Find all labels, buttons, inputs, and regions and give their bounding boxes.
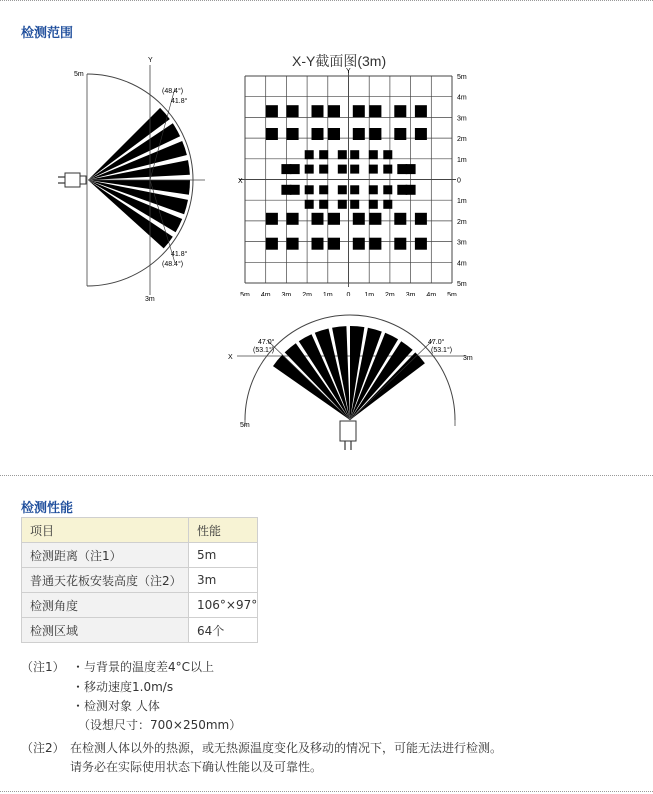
row-value: 64个	[189, 618, 258, 643]
note1-item: ・与背景的温度差4°C以上	[72, 660, 215, 674]
detection-cell	[415, 238, 427, 250]
xy-right-tick-label: 4m	[457, 94, 467, 102]
detection-cell	[266, 213, 278, 225]
row-value: 5m	[189, 543, 258, 568]
front-fan-beams	[267, 326, 433, 420]
middle-divider	[0, 475, 653, 476]
section-title-detection-range: 检测范围	[21, 26, 74, 41]
detection-cell	[415, 128, 427, 140]
side-3m-label: 3m	[145, 296, 155, 303]
row-label: 检测角度	[22, 593, 189, 618]
xy-right-tick-label: 5m	[457, 281, 467, 288]
detection-cell	[406, 185, 416, 195]
detection-cell	[319, 150, 328, 159]
detection-cell	[369, 128, 381, 140]
section-title-detection-performance: 检测性能	[21, 501, 74, 516]
detection-cell	[338, 200, 347, 209]
side-top-angle: 41.8°	[171, 98, 188, 105]
side-view-diagram	[50, 55, 220, 310]
xy-y-label: Y	[346, 68, 351, 75]
note2-line: 在检测人体以外的热源，或无热源温度变化及移动的情况下，可能无法进行检测。	[70, 741, 503, 755]
detection-cell	[394, 128, 406, 140]
note2-label: （注2）	[21, 741, 65, 755]
note1-label: （注1）	[21, 660, 65, 674]
detection-cell	[319, 185, 328, 194]
front-3m-label: 3m	[463, 355, 473, 362]
detection-cell	[369, 165, 378, 174]
front-view-diagram	[225, 310, 475, 460]
detection-cell	[287, 105, 299, 117]
xy-right-tick-label: 1m	[457, 156, 467, 164]
row-label: 检测距离（注1）	[22, 543, 189, 568]
detection-cell	[415, 213, 427, 225]
xy-right-tick-label: 2m	[457, 136, 467, 144]
row-value: 106°×97°	[189, 593, 258, 618]
detection-cell	[328, 213, 340, 225]
top-divider	[0, 0, 653, 1]
detection-cell	[266, 128, 278, 140]
detection-cell	[287, 213, 299, 225]
row-value: 3m	[189, 568, 258, 593]
detection-cell	[383, 150, 392, 159]
detection-cell	[287, 238, 299, 250]
xy-bottom-tick-label: 3m	[281, 292, 292, 296]
header-item: 项目	[22, 518, 189, 543]
xy-bottom-tick-label: 1m	[364, 292, 375, 296]
xy-bottom-tick-label: 3m	[405, 292, 416, 296]
detection-cell	[383, 165, 392, 174]
xy-diagram-title: X-Y截面图(3m)	[292, 53, 387, 69]
xy-grid-lines	[239, 70, 456, 287]
table-row	[22, 618, 258, 643]
xy-right-tick-label: 4m	[457, 260, 467, 268]
detection-cell	[312, 128, 324, 140]
detection-cell	[287, 128, 299, 140]
detection-cell	[319, 200, 328, 209]
spec-table	[21, 517, 258, 643]
side-y-label: Y	[148, 57, 153, 64]
spec-table-header	[22, 518, 258, 543]
detection-cell	[350, 185, 359, 194]
detection-cell	[353, 213, 365, 225]
sensor-front-icon	[340, 421, 356, 450]
detection-cell	[319, 165, 328, 174]
detection-cell	[350, 150, 359, 159]
note1-item: （设想尺寸：700×250mm）	[78, 718, 242, 732]
detection-cell	[406, 164, 416, 174]
detection-cell	[353, 128, 365, 140]
front-right-angle-paren: (53.1°)	[431, 347, 453, 354]
detection-cell	[369, 185, 378, 194]
side-bottom-angle-paren: (48.4°)	[162, 261, 184, 268]
detection-cell	[353, 105, 365, 117]
side-top-angle-paren: (48.4°)	[162, 88, 184, 95]
table-row	[22, 568, 258, 593]
table-row	[22, 593, 258, 618]
detection-cell	[266, 105, 278, 117]
detection-cell	[290, 185, 300, 195]
detection-cell	[369, 238, 381, 250]
front-left-angle-paren: (53.1°)	[253, 347, 275, 354]
xy-bottom-tick-label: 2m	[385, 292, 395, 296]
detection-cell	[305, 200, 314, 209]
xy-right-tick-label: 2m	[457, 218, 467, 226]
front-right-angle: 47.0°	[428, 339, 445, 346]
front-left-angle: 47.0°	[258, 339, 275, 346]
note2-line: 请务必在实际使用状态下确认性能以及可靠性。	[70, 760, 323, 774]
table-row	[22, 543, 258, 568]
xy-section-diagram	[235, 64, 470, 296]
front-5m-label: 5m	[240, 422, 250, 429]
xy-right-tick-label: 3m	[457, 239, 467, 247]
xy-right-tick-label: 1m	[457, 198, 467, 206]
side-5m-label: 5m	[74, 71, 84, 78]
xy-right-tick-label: 5m	[457, 74, 467, 81]
detection-cell	[312, 238, 324, 250]
xy-bottom-tick-label: 5m	[240, 292, 250, 296]
detection-cell	[328, 128, 340, 140]
side-fan-beams	[88, 108, 190, 249]
detection-cell	[338, 150, 347, 159]
detection-cell	[383, 185, 392, 194]
detection-cell	[305, 165, 314, 174]
detection-cell	[266, 238, 278, 250]
detection-cell	[338, 185, 347, 194]
xy-bottom-tick-label: 4m	[426, 292, 437, 296]
detection-cell	[415, 105, 427, 117]
bottom-divider	[0, 791, 653, 792]
row-label: 检测区域	[22, 618, 189, 643]
front-x-label: X	[228, 354, 233, 361]
header-performance: 性能	[189, 518, 258, 543]
detection-cell	[350, 200, 359, 209]
side-bottom-angle: 41.8°	[171, 251, 188, 258]
detection-cell	[350, 165, 359, 174]
detection-cell	[328, 105, 340, 117]
xy-right-tick-label: 3m	[457, 115, 467, 123]
row-label: 普通天花板安装高度（注2）	[22, 568, 189, 593]
xy-bottom-tick-label: 5m	[447, 292, 457, 296]
xy-bottom-tick-label: 2m	[302, 292, 312, 296]
detection-cell	[394, 213, 406, 225]
detection-cell	[383, 200, 392, 209]
detection-cell	[394, 238, 406, 250]
xy-right-tick-label: 0	[457, 177, 461, 185]
note1-item: ・移动速度1.0m/s	[72, 680, 174, 694]
detection-cell	[305, 150, 314, 159]
detection-cell	[328, 238, 340, 250]
xy-bottom-tick-label: 4m	[260, 292, 271, 296]
detection-cell	[369, 150, 378, 159]
detection-cell	[394, 105, 406, 117]
detection-cell	[312, 213, 324, 225]
xy-bottom-tick-label: 1m	[322, 292, 333, 296]
xy-bottom-tick-label: 0	[346, 292, 351, 296]
sensor-side-icon	[58, 173, 86, 187]
xy-detection-cells	[266, 105, 427, 250]
detection-cell	[290, 164, 300, 174]
detection-cell	[312, 105, 324, 117]
xy-x-label: X	[238, 178, 243, 185]
detection-cell	[369, 105, 381, 117]
detection-cell	[369, 200, 378, 209]
detection-cell	[353, 238, 365, 250]
detection-cell	[305, 185, 314, 194]
detection-cell	[369, 213, 381, 225]
note1-item: ・检测对象 人体	[72, 699, 160, 713]
detection-cell	[338, 165, 347, 174]
